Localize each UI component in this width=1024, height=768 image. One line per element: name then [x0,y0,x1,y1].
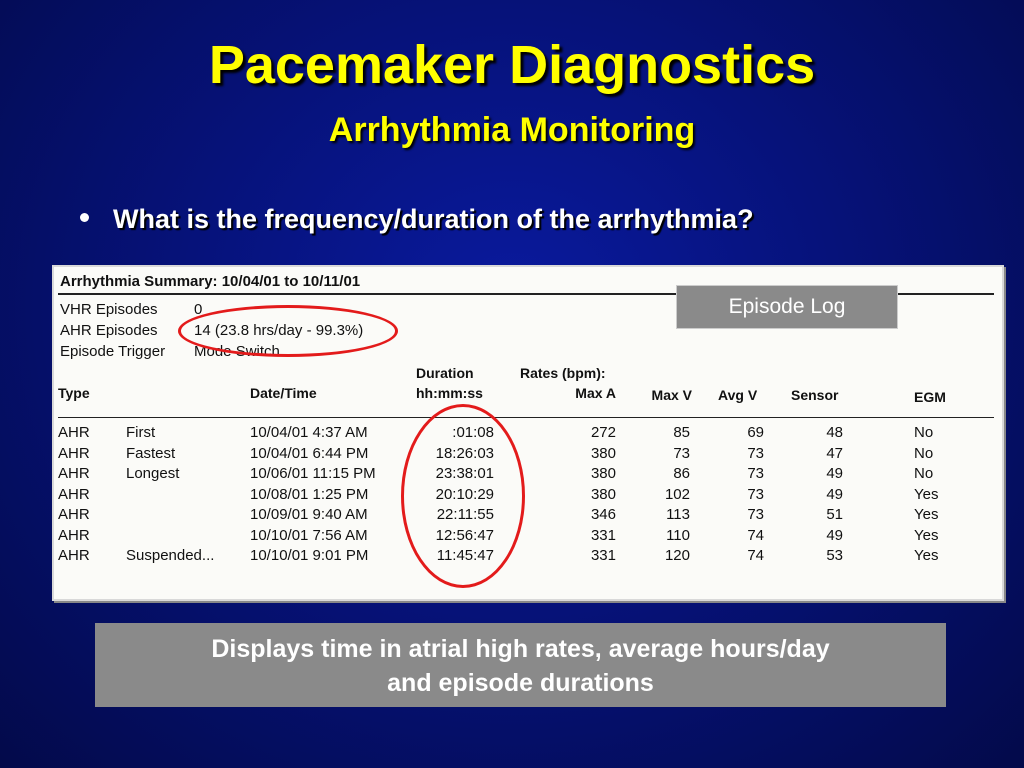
cell-max-v: 110 [666,526,690,544]
cell-label: Suspended... [126,547,215,564]
header-max-a: Max A [575,385,616,401]
cell-datetime: 10/04/01 6:44 PM [250,444,369,462]
cell-sensor: 49 [826,465,843,482]
cell-max-v: 113 [666,506,690,523]
cell-max-a: 380 [590,485,616,503]
cell-avg-v: 74 [747,526,764,544]
header-max-v: Max V [651,387,692,403]
cell-avg-v: 73 [747,506,764,523]
cell-type: AHR [58,506,90,523]
cell-duration: 20:10:29 [435,485,494,503]
cell-max-v: 86 [673,465,690,482]
cell-max-a: 380 [590,465,616,482]
cell-type: AHR [58,444,90,462]
header-egm: EGM [914,389,946,405]
cell-egm: No [914,465,934,482]
header-type: Type [58,385,90,401]
summary-value: Mode Switch [194,343,280,360]
header-avg-v: Avg V [718,387,758,403]
cell-duration: 18:26:03 [435,444,494,462]
cell-sensor: 49 [826,485,843,503]
cell-sensor: 48 [826,424,843,441]
cell-datetime: 10/06/01 11:15 PM [250,465,376,482]
cell-max-a: 346 [590,506,616,523]
cell-egm: Yes [914,506,939,523]
cell-egm: Yes [914,526,939,544]
bullet-dot-icon [80,213,89,222]
cell-label: First [126,424,156,441]
caption-line-1: Displays time in atrial high rates, average hours/day [211,635,830,663]
cell-max-v: 85 [673,424,690,441]
cell-label: Fastest [126,444,176,462]
cell-type: AHR [58,547,90,564]
cell-duration: 23:38:01 [435,465,494,482]
summary-label: Episode Trigger [60,343,166,360]
caption-line-2: and episode durations [387,669,654,697]
cell-duration: 11:45:47 [436,547,494,564]
cell-egm: No [914,424,934,441]
cell-avg-v: 73 [747,485,764,503]
header-rates: Rates (bpm): [520,365,606,381]
cell-max-a: 380 [590,444,616,462]
header-sensor: Sensor [791,387,839,403]
report-heading: Arrhythmia Summary: 10/04/01 to 10/11/01 [60,273,361,290]
cell-sensor: 47 [826,444,843,462]
cell-egm: No [914,444,934,462]
cell-avg-v: 69 [747,424,764,441]
cell-duration: 22:11:55 [436,506,494,523]
cell-type: AHR [58,465,90,482]
header-datetime: Date/Time [250,385,317,401]
cell-avg-v: 73 [747,444,764,462]
summary-value: 0 [194,301,203,318]
cell-avg-v: 74 [747,547,764,564]
cell-avg-v: 73 [747,465,764,482]
cell-duration: 12:56:47 [435,526,494,544]
bullet-text: What is the frequency/duration of the arrhythmia? [113,204,754,234]
cell-datetime: 10/10/01 9:01 PM [250,547,369,564]
cell-type: AHR [58,526,90,544]
slide-title: Pacemaker Diagnostics [208,35,816,95]
cell-max-a: 272 [590,424,616,441]
bullet-point [80,204,754,235]
cell-datetime: 10/10/01 7:56 AM [250,526,368,544]
cell-egm: Yes [914,485,939,503]
cell-datetime: 10/08/01 1:25 PM [250,485,369,503]
cell-max-a: 331 [590,526,616,544]
header-duration-format: hh:mm:ss [416,385,483,401]
cell-sensor: 49 [826,526,843,544]
cell-egm: Yes [914,547,939,564]
cell-max-a: 331 [590,547,616,564]
slide-subtitle: Arrhythmia Monitoring [328,111,696,149]
summary-value: 14 (23.8 hrs/day - 99.3%) [194,322,364,339]
report-divider-header [58,417,994,418]
cell-sensor: 53 [826,547,843,564]
summary-label: VHR Episodes [60,301,158,318]
caption-box [95,623,946,707]
header-duration: Duration [416,365,474,381]
cell-datetime: 10/09/01 9:40 AM [250,506,368,523]
cell-sensor: 51 [826,506,843,523]
summary-label: AHR Episodes [60,322,158,339]
episode-log-label: Episode Log [676,285,898,329]
cell-max-v: 120 [664,547,690,564]
cell-datetime: 10/04/01 4:37 AM [250,424,368,441]
cell-label: Longest [126,465,180,482]
cell-max-v: 102 [664,485,690,503]
cell-type: AHR [58,485,90,503]
cell-type: AHR [58,424,90,441]
cell-max-v: 73 [673,444,690,462]
cell-duration: :01:08 [452,424,494,441]
